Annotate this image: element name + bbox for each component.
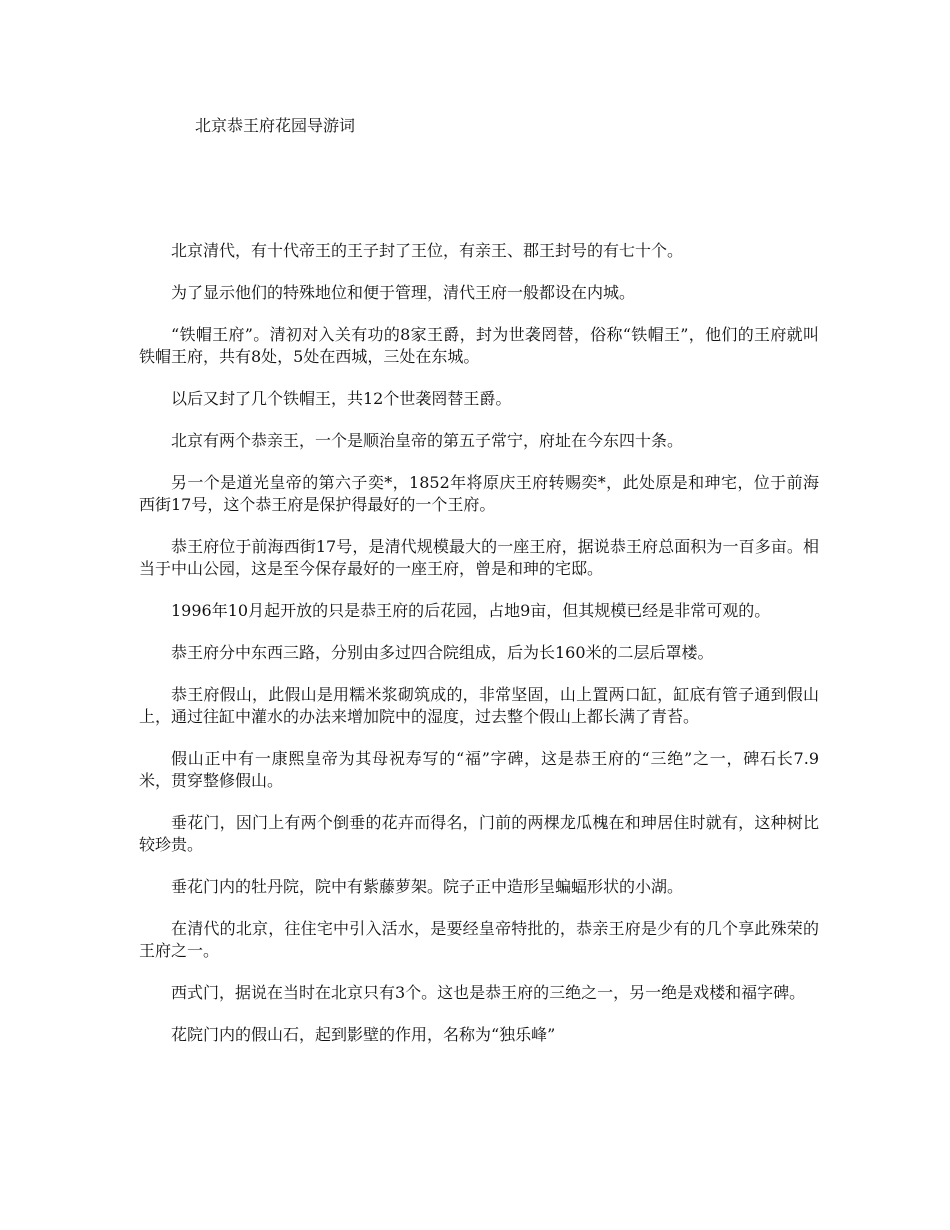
paragraph: 假山正中有一康熙皇帝为其母祝寿写的“福”字碑，这是恭王府的“三绝”之一，碑石长7.9米，贯穿整修假山。 <box>139 749 819 790</box>
paragraph: 恭王府位于前海西街17号，是清代规模最大的一座王府，据说恭王府总面积为一百多亩。相当于中山公园，这是至今保存最好的一座王府，曾是和珅的宅邸。 <box>139 537 819 578</box>
paragraph: 花院门内的假山石，起到影壁的作用，名称为“独乐峰” <box>171 1025 556 1044</box>
paragraph: “铁帽王府”。清初对入关有功的8家王爵，封为世袭罔替，俗称“铁帽王”，他们的王府就叫铁帽王府，共有8处，5处在西城，三处在东城。 <box>139 325 819 366</box>
paragraph: 为了显示他们的特殊地位和便于管理，清代王府一般都设在内城。 <box>171 283 636 302</box>
paragraph: 北京有两个恭亲王，一个是顺治皇帝的第五子常宁，府址在今东四十条。 <box>171 431 684 450</box>
paragraph: 另一个是道光皇帝的第六子奕*，1852年将原庆王府转赐奕*，此处原是和珅宅，位于前海西街17号，这个恭王府是保护得最好的一个王府。 <box>139 473 819 514</box>
paragraph: 西式门，据说在当时在北京只有3个。这也是恭王府的三绝之一，另一绝是戏楼和福字碑。 <box>171 983 806 1002</box>
paragraph: 恭王府分中东西三路，分别由多过四合院组成，后为长160米的二层后罩楼。 <box>171 643 714 662</box>
paragraph: 垂花门内的牡丹院，院中有紫藤萝架。院子正中造形呈蝙蝠形状的小湖。 <box>171 877 684 896</box>
paragraph: 以后又封了几个铁帽王，共12个世袭罔替王爵。 <box>171 389 512 408</box>
paragraph: 在清代的北京，往住宅中引入活水，是要经皇帝特批的，恭亲王府是少有的几个享此殊荣的王府之一。 <box>139 919 819 960</box>
paragraph: 恭王府假山，此假山是用糯米浆砌筑成的，非常坚固，山上置两口缸，缸底有管子通到假山上，通过往缸中灌水的办法来增加院中的湿度，过去整个假山上都长满了青苔。 <box>139 685 819 726</box>
paragraph: 垂花门，因门上有两个倒垂的花卉而得名，门前的两棵龙瓜槐在和珅居住时就有，这种树比较珍贵。 <box>139 813 819 854</box>
paragraph: 北京清代，有十代帝王的王子封了王位，有亲王、郡王封号的有七十个。 <box>171 241 684 260</box>
document-title: 北京恭王府花园导游词 <box>195 116 356 135</box>
document-body <box>139 240 819 1066</box>
paragraph: 1996年10月起开放的只是恭王府的后花园，占地9亩，但其规模已经是非常可观的。 <box>171 601 771 620</box>
